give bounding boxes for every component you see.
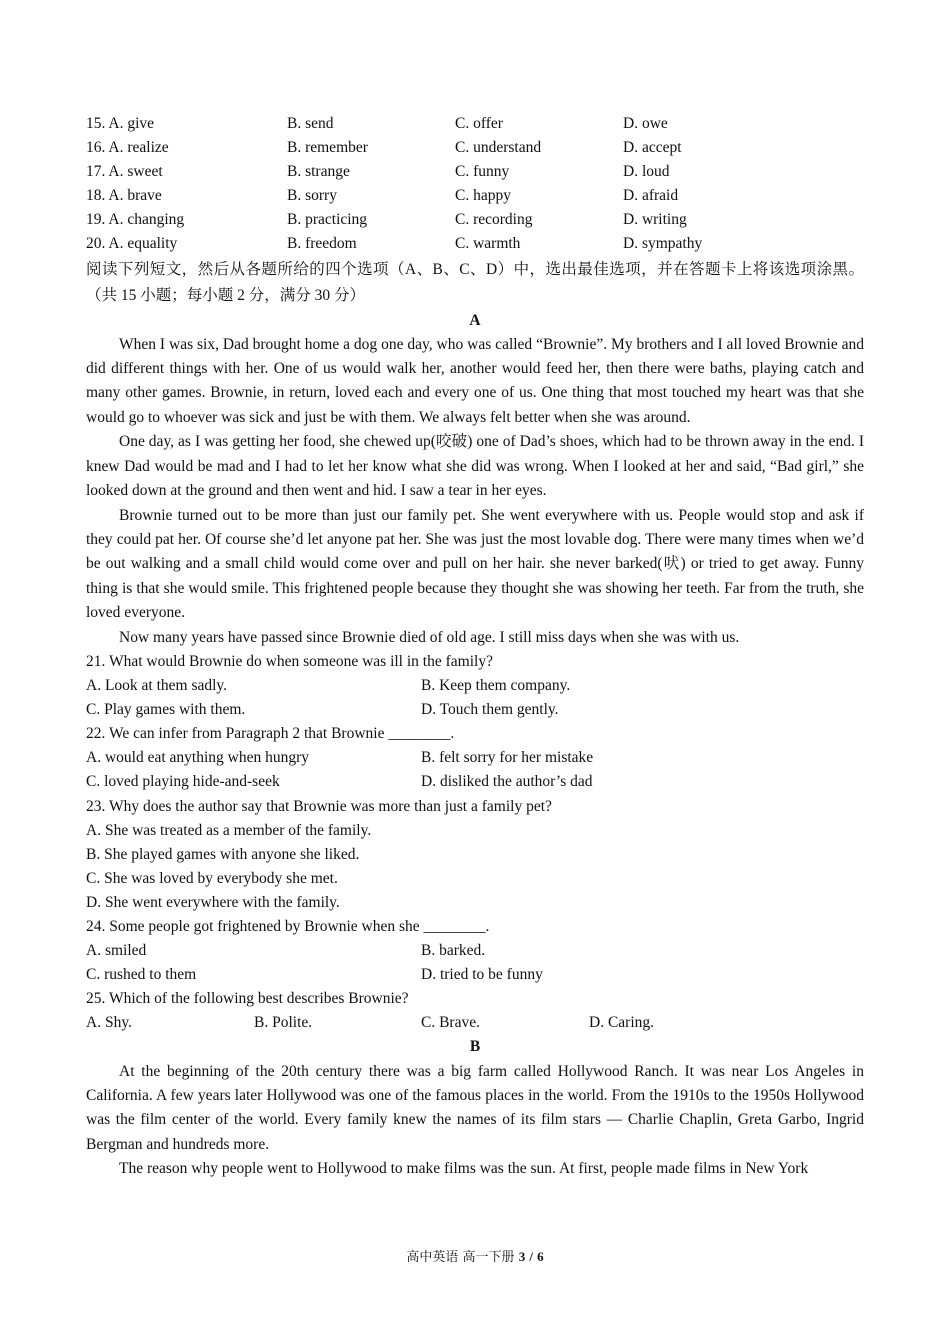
option-row-19: 19. A. changing B. practicing C. recording D. writing: [86, 211, 687, 229]
passage-a-heading: A: [469, 311, 481, 329]
passage-a-paragraph: When I was six, Dad brought home a dog one day, who was called “Brownie”. My brothers and I all loved Brownie and did different things with her. One of us would walk her, another would feed her, then there were baths, playing catch and many other games. Brownie, in return, loved each and every one of us. One thing that most touched my heart was that she would go to whoever was sick and just be with them. We always felt better when she was around.: [86, 335, 864, 426]
passage-b-heading: B: [469, 1038, 481, 1056]
question-22-options-2: C. loved playing hide-and-seek D. disliked the author’s dad: [86, 773, 593, 791]
question-21-options-1: A. Look at them sadly. B. Keep them company.: [86, 677, 571, 695]
footer-separator: /: [529, 1249, 533, 1264]
question-23-option-a: A. She was treated as a member of the family.: [86, 821, 372, 839]
passage-b-paragraph: The reason why people went to Hollywood to make films was the sun. At first, people made films in New York: [119, 1160, 809, 1178]
question-23-stem: 23. Why does the author say that Brownie was more than just a family pet?: [86, 797, 552, 815]
passage-a-paragraph: Now many years have passed since Brownie died of old age. I still miss days when she was with us.: [119, 628, 740, 646]
question-23-option-b: B. She played games with anyone she liked.: [86, 845, 360, 863]
question-23-option-c: C. She was loved by everybody she met.: [86, 869, 338, 887]
option-row-15: 15. A. give B. send C. offer D. owe: [86, 115, 668, 132]
question-22-options-1: A. would eat anything when hungry B. felt sorry for her mistake: [86, 749, 594, 767]
cloze-options: [86, 112, 864, 257]
passage-b-paragraph: At the beginning of the 20th century there was a big farm called Hollywood Ranch. It was near Los Angeles in California. A few years later Hollywood was one of the famous places in the world. From the 1910s to the 1950s Hollywood was the film center of the world. Every family knew the names of its film stars — Charlie Chaplin, Greta Garbo, Ingrid Bergman and hundreds more.: [86, 1062, 864, 1153]
question-25-options: A. Shy. B. Polite. C. Brave. D. Caring.: [86, 1014, 655, 1032]
exam-page: [86, 112, 864, 1182]
question-25-stem: 25. Which of the following best describes Brownie?: [86, 990, 409, 1008]
page-footer: [0, 1246, 950, 1265]
option-row-20: 20. A. equality B. freedom C. warmth D. sympathy: [86, 235, 703, 253]
passage-a-paragraph: One day, as I was getting her food, she chewed up(咬破) one of Dad’s shoes, which had to be thrown away in the end. I knew Dad would be mad and I had to let her know what she did was wrong. When I looked at her and said, “Bad girl,” she looked down at the ground and then went and hid. I saw a tear in her eyes.: [86, 433, 864, 500]
question-21-stem: 21. What would Brownie do when someone was ill in the family?: [86, 652, 493, 670]
passage-a-paragraph: Brownie turned out to be more than just our family pet. She went everywhere with us. People would stop and ask if they could pat her. Of course she’d let anyone pat her. She was just the most lovable dog. There were many times when we’d be out walking and a small child would come over and pull on her hair. she never barked(吠) or tried to get away. Funny thing is that she would smile. This frightened people because they thought she was showing her teeth. Far from the truth, she loved everyone.: [86, 506, 864, 622]
question-21-options-2: C. Play games with them. D. Touch them gently.: [86, 701, 559, 719]
option-row-17: 17. A. sweet B. strange C. funny D. loud: [86, 163, 670, 181]
question-24-options-2: C. rushed to them D. tried to be funny: [86, 966, 543, 984]
section-instructions: 阅读下列短文，然后从各题所给的四个选项（A、B、C、D）中，选出最佳选项，并在答题卡上将该选项涂黑。（共 15 小题；每小题 2 分，满分 30 分）: [86, 260, 864, 304]
footer-subject: 高中英语 高一下册: [406, 1250, 515, 1265]
footer-page-number: 3: [518, 1249, 526, 1264]
option-row-18: 18. A. brave B. sorry C. happy D. afraid: [86, 187, 679, 205]
footer-total-pages: 6: [537, 1249, 544, 1264]
question-23-option-d: D. She went everywhere with the family.: [86, 893, 340, 911]
question-24-stem: 24. Some people got frightened by Brownie when she ________.: [86, 917, 490, 935]
question-22-stem: 22. We can infer from Paragraph 2 that Brownie ________.: [86, 725, 455, 743]
option-row-16: 16. A. realize B. remember C. understand D. accept: [86, 139, 682, 157]
question-24-options-1: A. smiled B. barked.: [86, 942, 486, 960]
